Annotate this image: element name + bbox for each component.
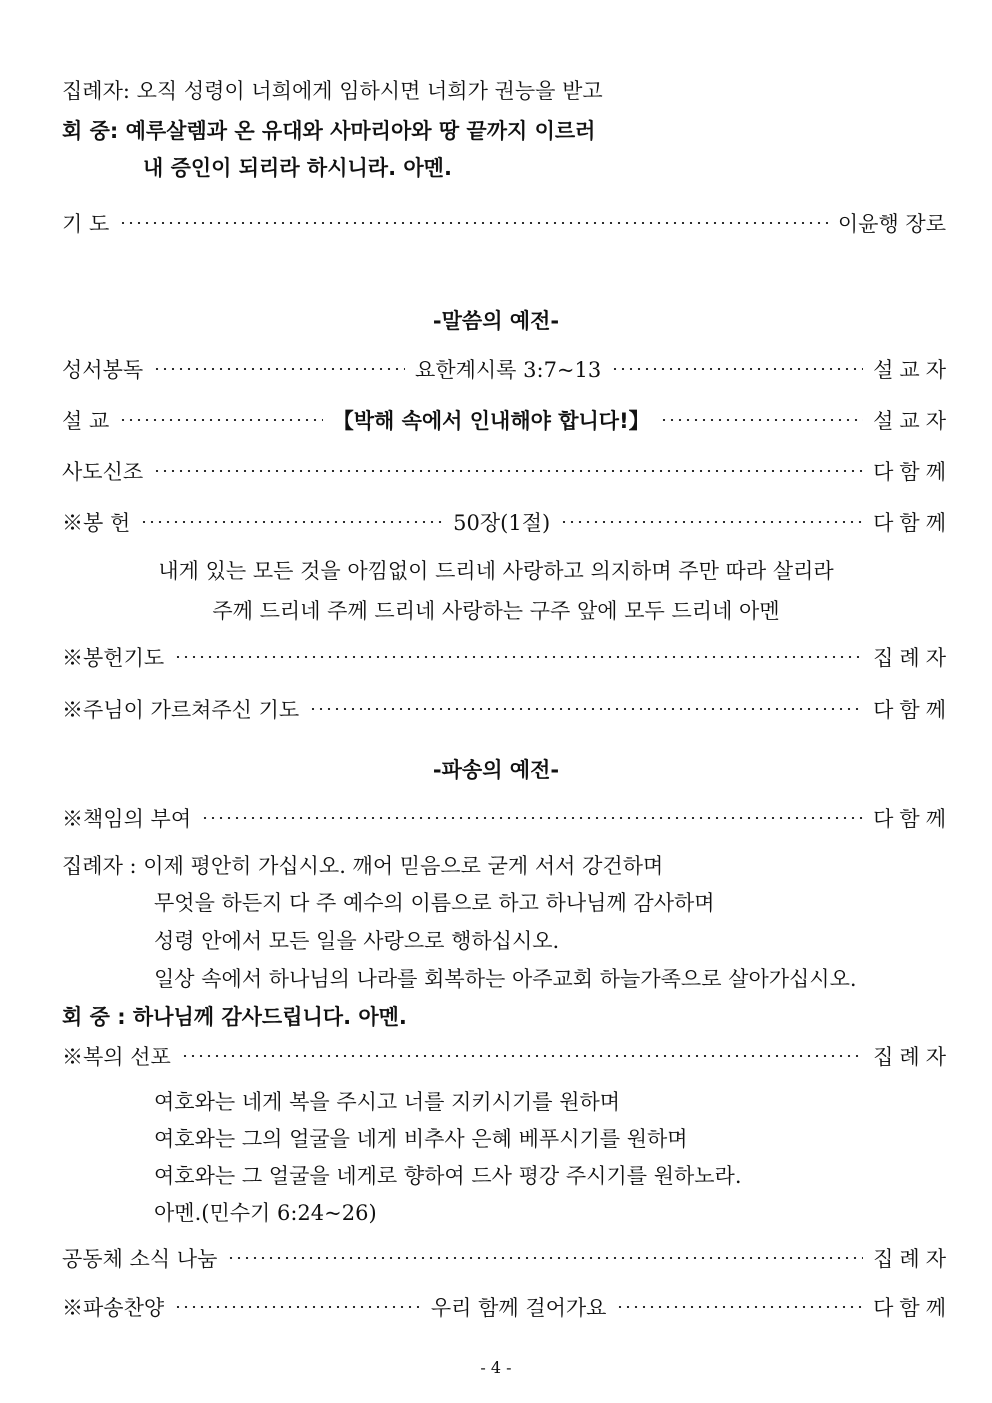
leader-dots	[181, 1055, 863, 1057]
prayer-row	[62, 208, 946, 238]
leader-line: 집례자: 오직 성령이 너희에게 임하시면 너희가 권능을 받고	[62, 79, 603, 103]
offering-hymn-line-1: 내게 있는 모든 것을 아낌없이 드리네 사랑하고 의지하며 주만 따라 살리라	[158, 559, 834, 583]
announcements-row	[62, 1243, 952, 1273]
prayer-leader: 이윤행 장로	[837, 212, 946, 236]
leader-dots	[153, 470, 863, 472]
benediction-line-1: 여호와는 네게 복을 주시고 너를 지키시기를 원하며	[154, 1090, 621, 1114]
offering-prayer-label: ※봉헌기도	[62, 646, 165, 670]
benediction-row	[62, 1041, 952, 1071]
benediction-line-4: 아멘.(민수기 6:24~26)	[154, 1201, 377, 1225]
sermon-title: 【박해 속에서 인내해야 합니다!】	[332, 409, 650, 433]
sending-hymn-title: 우리 함께 걸어가요	[430, 1296, 607, 1320]
creed-row	[62, 456, 952, 486]
lords-prayer-row	[62, 694, 952, 724]
leader-dots	[227, 1257, 863, 1259]
page-number: - 4 -	[480, 1358, 512, 1377]
announcements-label: 공동체 소식 나눔	[62, 1247, 218, 1271]
scripture-leader: 설교자	[873, 358, 952, 382]
charge-label: ※책임의 부여	[62, 807, 192, 831]
sending-hymn-label: ※파송찬양	[62, 1296, 165, 1320]
charge-leader-line-3: 성령 안에서 모든 일을 사랑으로 행하십시오.	[154, 929, 560, 953]
sending-hymn-leader: 다함께	[873, 1296, 952, 1320]
sermon-leader: 설교자	[873, 409, 952, 433]
benediction-label: ※복의 선포	[62, 1045, 171, 1069]
announcements-leader: 집례자	[873, 1247, 952, 1271]
leader-dots	[201, 817, 863, 819]
offering-label: ※봉 헌	[62, 511, 131, 535]
scripture-row	[62, 354, 952, 384]
leader-dots	[174, 656, 863, 658]
leader-dots	[119, 419, 322, 421]
charge-leader: 다함께	[873, 807, 952, 831]
sending-hymn-row	[62, 1292, 952, 1322]
leader-dots	[140, 521, 443, 523]
creed-label: 사도신조	[62, 460, 144, 484]
sermon-row	[62, 405, 952, 435]
offering-prayer-leader: 집례자	[873, 646, 952, 670]
leader-dots	[660, 419, 863, 421]
charge-congregation-line: 회 중 : 하나님께 감사드립니다. 아멘.	[62, 1005, 407, 1029]
charge-leader-line-2: 무엇을 하든지 다 주 예수의 이름으로 하고 하나님께 감사하며	[154, 891, 715, 915]
offering-row	[62, 507, 952, 537]
offering-leader: 다함께	[873, 511, 952, 535]
scripture-label: 성서봉독	[62, 358, 144, 382]
charge-leader-line-4: 일상 속에서 하나님의 나라를 회복하는 아주교회 하늘가족으로 살아가십시오.	[154, 967, 857, 991]
leader-dots	[611, 368, 863, 370]
offering-prayer-row	[62, 642, 952, 672]
sermon-label: 설 교	[62, 409, 110, 433]
lords-prayer-label: ※주님이 가르쳐주신 기도	[62, 698, 300, 722]
leader-dots	[174, 1306, 421, 1308]
leader-dots	[309, 708, 863, 710]
charge-row	[62, 803, 952, 833]
benediction-leader: 집례자	[873, 1045, 952, 1069]
section-title-sending: -파송의 예전-	[432, 758, 560, 782]
benediction-line-2: 여호와는 그의 얼굴을 네게 비추사 은혜 베푸시기를 원하며	[154, 1127, 688, 1151]
creed-leader: 다함께	[873, 460, 952, 484]
lords-prayer-leader: 다함께	[873, 698, 952, 722]
leader-dots	[119, 222, 828, 224]
benediction-line-3: 여호와는 그 얼굴을 네게로 향하여 드사 평강 주시기를 원하노라.	[154, 1164, 742, 1188]
leader-dots	[153, 368, 405, 370]
congregation-line-1: 회 중: 예루살렘과 온 유대와 사마리아와 땅 끝까지 이르러	[62, 119, 596, 143]
prayer-label: 기 도	[62, 212, 110, 236]
section-title-word: -말씀의 예전-	[432, 309, 560, 333]
leader-dots	[616, 1306, 863, 1308]
offering-hymn-number: 50장(1절)	[453, 511, 551, 535]
leader-dots	[560, 521, 863, 523]
scripture-passage: 요한계시록 3:7~13	[415, 358, 602, 382]
offering-hymn-line-2: 주께 드리네 주께 드리네 사랑하는 구주 앞에 모두 드리네 아멘	[212, 599, 780, 623]
congregation-line-2: 내 증인이 되리라 하시니라. 아멘.	[143, 156, 452, 180]
charge-leader-line-1: 집례자 : 이제 평안히 가십시오. 깨어 믿음으로 굳게 서서 강건하며	[62, 854, 664, 878]
